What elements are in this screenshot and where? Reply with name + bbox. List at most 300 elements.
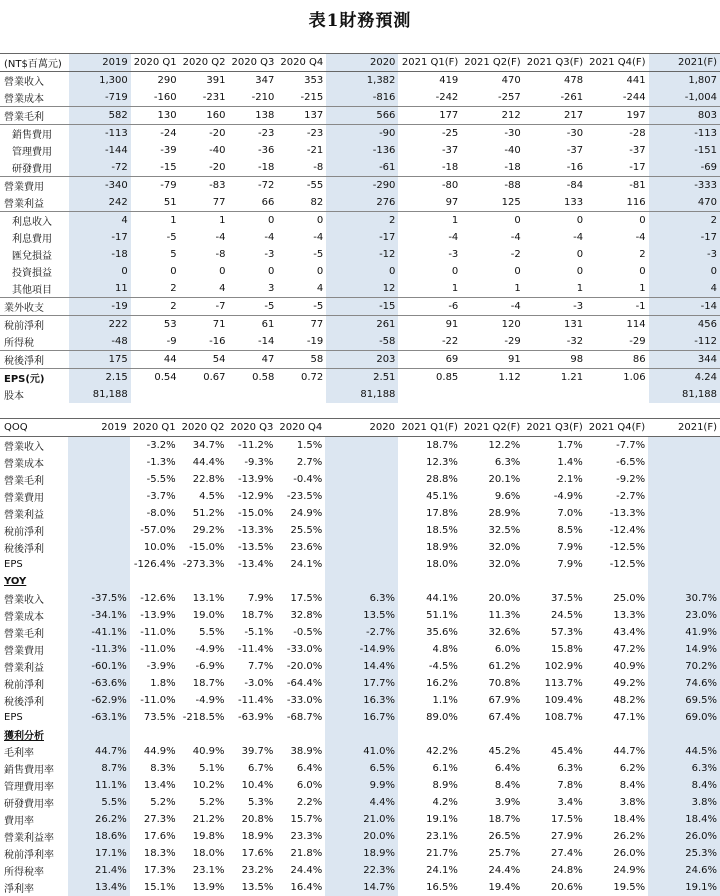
table-cell: 0 xyxy=(514,266,521,277)
table-cell: -21 xyxy=(306,145,324,156)
table-cell xyxy=(68,573,130,590)
table-cell: 0 xyxy=(639,266,646,277)
table-cell: 45.2% xyxy=(488,746,521,757)
table-cell: 51.2% xyxy=(192,508,225,519)
table-cell: 1 xyxy=(576,283,584,294)
table-cell: 15.8% xyxy=(550,644,583,655)
table-cell: -12.6% xyxy=(140,593,176,604)
table-cell: 16.7% xyxy=(325,709,398,726)
row-label: 毛利率 xyxy=(4,748,34,759)
table-cell: 2 xyxy=(170,283,177,294)
table-cell: -6.9% xyxy=(195,661,225,672)
table-cell: 51.1% xyxy=(426,610,458,621)
table-cell xyxy=(325,488,398,505)
table-cell xyxy=(461,726,523,743)
table-cell xyxy=(398,386,461,403)
row-label: 營業收入 xyxy=(4,77,44,88)
table-cell: 24.1% xyxy=(290,559,323,570)
table-cell xyxy=(325,522,398,539)
table-cell: 82 xyxy=(310,197,324,208)
table-cell: 1.21 xyxy=(524,369,586,387)
qoq-header-row xyxy=(0,419,720,437)
row-label: 銷售費用率 xyxy=(4,765,54,776)
row-label: 營業利益率 xyxy=(4,833,54,844)
row-label: 稅前淨利 xyxy=(4,527,44,538)
table-cell xyxy=(68,539,130,556)
table-cell: 35.6% xyxy=(426,627,458,638)
table-cell: 54 xyxy=(180,351,229,369)
table-cell: -5.1% xyxy=(244,627,274,638)
row-label: 股本 xyxy=(4,391,24,402)
table-cell: 3.9% xyxy=(494,797,521,808)
table-cell: 12 xyxy=(326,280,398,298)
table-cell: 70.8% xyxy=(488,678,521,689)
table-cell: 276 xyxy=(326,194,398,212)
financial-forecast-table xyxy=(0,53,720,403)
table-cell: -23.5% xyxy=(286,491,323,502)
table-cell: 6.0% xyxy=(296,780,323,791)
table-cell: 456 xyxy=(649,316,720,334)
table-cell: -6 xyxy=(398,298,461,316)
table-cell: 16.2% xyxy=(426,678,458,689)
table-cell: -261 xyxy=(560,92,584,103)
row-label: EPS(元) xyxy=(0,369,69,387)
table-cell: 17.3% xyxy=(143,865,176,876)
table-cell: 23.2% xyxy=(241,865,274,876)
row-label: 營業毛利 xyxy=(0,107,69,125)
table-cell: -40 xyxy=(504,145,521,156)
table-cell xyxy=(277,386,326,403)
table-row xyxy=(0,675,720,692)
table-cell: 18.9% xyxy=(241,831,274,842)
table-cell: 114 xyxy=(586,316,648,334)
table-cell: 13.5% xyxy=(241,882,274,893)
table-cell: 10.4% xyxy=(241,780,274,791)
table-cell: 18.3% xyxy=(143,848,176,859)
table-cell: -5 xyxy=(166,232,177,243)
table-cell: -11.3% xyxy=(68,641,130,658)
table-cell: 0 xyxy=(461,212,523,230)
table-cell: 19.5% xyxy=(613,882,646,893)
table-cell: -19 xyxy=(306,336,324,347)
table-cell: -18 xyxy=(504,162,521,173)
table-cell: -58 xyxy=(326,333,398,351)
table-cell: 217 xyxy=(524,107,586,125)
table-cell: -37.5% xyxy=(68,590,130,607)
table-cell: 0 xyxy=(586,212,648,230)
table-cell: 19.1% xyxy=(426,814,458,825)
row-label: 營業利益 xyxy=(4,663,44,674)
table-cell xyxy=(325,454,398,471)
table-cell: 6.0% xyxy=(494,644,521,655)
table-cell: 27.3% xyxy=(143,814,176,825)
table-cell: 0 xyxy=(316,266,324,277)
table-cell xyxy=(648,437,720,455)
table-cell xyxy=(325,726,398,743)
table-cell: 77 xyxy=(212,197,226,208)
table-row xyxy=(0,194,720,212)
table-cell: 39.7% xyxy=(241,746,274,757)
column-header: 2020 Q1 xyxy=(130,419,179,437)
table-cell: 3.4% xyxy=(557,797,583,808)
table-cell: -5 xyxy=(277,298,326,316)
table-cell: -72 xyxy=(69,159,131,177)
table-cell: 0 xyxy=(326,263,398,280)
table-cell: 15.1% xyxy=(143,882,176,893)
table-cell: -144 xyxy=(69,142,131,159)
column-header: 2020 Q1 xyxy=(131,54,180,72)
table-cell: 1.06 xyxy=(586,369,648,387)
table-cell: 0.72 xyxy=(277,369,326,387)
table-cell: 20.8% xyxy=(241,814,274,825)
table-cell: 0.85 xyxy=(398,369,461,387)
table-cell: -34.1% xyxy=(68,607,130,624)
table-cell: -3 xyxy=(649,246,720,263)
table-row xyxy=(0,607,720,624)
table-cell: -215 xyxy=(300,92,324,103)
table-cell: 18.4% xyxy=(648,811,720,828)
table-cell: -84 xyxy=(524,177,586,195)
table-cell: -11.2% xyxy=(237,440,274,451)
table-cell: 9.9% xyxy=(325,777,398,794)
table-cell: 51 xyxy=(163,197,177,208)
table-cell: -9.3% xyxy=(244,457,274,468)
table-cell: 2 xyxy=(131,298,180,316)
table-cell xyxy=(131,386,180,403)
table-cell xyxy=(461,386,523,403)
column-header: 2021 Q4(F) xyxy=(586,54,648,72)
table-cell: -37 xyxy=(441,145,459,156)
table-cell: 44.1% xyxy=(426,593,458,604)
table-cell: -6.5% xyxy=(616,457,646,468)
table-cell: -13.3% xyxy=(609,508,646,519)
table-cell: 24.4% xyxy=(488,865,521,876)
table-cell: -12 xyxy=(326,246,398,263)
table-row xyxy=(0,369,720,387)
row-label: EPS xyxy=(4,559,23,570)
table-row xyxy=(0,522,720,539)
table-cell xyxy=(228,726,277,743)
table-cell: -22 xyxy=(441,336,459,347)
table-cell: 1,807 xyxy=(649,72,720,90)
table-cell xyxy=(180,386,229,403)
table-cell: -11.0% xyxy=(140,695,176,706)
column-header: 2021(F) xyxy=(648,419,720,437)
table-cell: -9 xyxy=(166,336,177,347)
table-cell: 18.9% xyxy=(426,542,458,553)
column-header: 2021 Q2(F) xyxy=(461,54,523,72)
table-row xyxy=(0,862,720,879)
table-cell: -55 xyxy=(277,177,326,195)
table-cell: 18.7% xyxy=(241,610,274,621)
table-cell: -18 xyxy=(441,162,459,173)
table-cell xyxy=(68,522,130,539)
table-cell: 18.7% xyxy=(192,678,225,689)
table-cell xyxy=(648,573,720,590)
table-cell: 73.5% xyxy=(143,712,176,723)
table-cell: 5.2% xyxy=(199,797,225,808)
row-label: 稅前淨利 xyxy=(0,316,69,334)
column-header: 2020 Q2 xyxy=(180,54,229,72)
table-cell: 86 xyxy=(586,351,648,369)
table-cell: 15.7% xyxy=(290,814,323,825)
table-cell: 102.9% xyxy=(544,661,583,672)
table-cell xyxy=(648,556,720,573)
table-cell: 7.7% xyxy=(247,661,274,672)
table-cell: 25.7% xyxy=(488,848,521,859)
row-label: 營業成本 xyxy=(4,612,44,623)
table-cell: -41.1% xyxy=(68,624,130,641)
table-cell: 13.1% xyxy=(192,593,225,604)
table-cell: 21.2% xyxy=(192,814,225,825)
table-cell: -11.4% xyxy=(237,695,274,706)
table-cell: 5 xyxy=(170,249,177,260)
table-cell: -12.4% xyxy=(609,525,646,536)
header-label: (NT$百萬元) xyxy=(0,54,69,72)
table-cell: 61 xyxy=(228,316,277,334)
table-cell: 7.0% xyxy=(557,508,583,519)
row-label: 所得稅 xyxy=(4,338,34,349)
row-label: 管理費用 xyxy=(12,147,52,158)
table-cell: -61 xyxy=(326,159,398,177)
table-row xyxy=(0,212,720,230)
table-cell: 108.7% xyxy=(544,712,583,723)
table-cell: 23.1% xyxy=(426,831,458,842)
table-cell: -5 xyxy=(228,298,277,316)
table-cell: 8.9% xyxy=(432,780,458,791)
table-cell: 28.8% xyxy=(426,474,458,485)
table-row xyxy=(0,760,720,777)
table-row xyxy=(0,658,720,675)
table-cell: 1.1% xyxy=(432,695,458,706)
row-label: 投資損益 xyxy=(12,268,52,279)
table-cell xyxy=(586,386,648,403)
table-cell: 197 xyxy=(586,107,648,125)
table-cell: 69.5% xyxy=(648,692,720,709)
column-header: 2020 xyxy=(326,54,398,72)
table-cell xyxy=(648,488,720,505)
column-header: 2020 Q3 xyxy=(228,54,277,72)
table-cell: 4.2% xyxy=(432,797,458,808)
table-cell: 24.9% xyxy=(290,508,323,519)
table-cell: 1.5% xyxy=(296,440,323,451)
table-cell: 1.4% xyxy=(557,457,583,468)
table-cell: 1 xyxy=(451,283,459,294)
table-cell: 16.4% xyxy=(290,882,323,893)
row-label: 管理費用率 xyxy=(4,782,54,793)
table-cell xyxy=(68,488,130,505)
table-cell: -20.0% xyxy=(286,661,323,672)
table-cell: -37 xyxy=(566,145,584,156)
table-cell xyxy=(68,726,130,743)
table-cell: -136 xyxy=(326,142,398,159)
table-cell: 23.3% xyxy=(290,831,323,842)
table-cell: 24.5% xyxy=(550,610,583,621)
table-cell: 20.6% xyxy=(550,882,583,893)
table-cell: 9.6% xyxy=(494,491,521,502)
table-cell: 133 xyxy=(564,197,584,208)
table-cell: -29 xyxy=(629,336,646,347)
table-cell xyxy=(325,573,398,590)
table-cell: 5.1% xyxy=(199,763,225,774)
table-cell: 32.0% xyxy=(488,559,521,570)
table-cell: 47.1% xyxy=(613,712,646,723)
table-cell: 0 xyxy=(277,212,326,230)
row-label: 營業利益 xyxy=(4,510,44,521)
table-cell xyxy=(179,573,228,590)
table-cell: 419 xyxy=(439,75,459,86)
table-cell: 48.2% xyxy=(613,695,646,706)
table-cell: 13.5% xyxy=(325,607,398,624)
table-cell: 1,300 xyxy=(69,72,131,90)
table-cell: 2.7% xyxy=(296,457,323,468)
table-row xyxy=(0,437,720,455)
table-row xyxy=(0,505,720,522)
table-cell: -68.7% xyxy=(286,712,323,723)
table-cell: -15 xyxy=(160,162,177,173)
table-cell: 69.0% xyxy=(648,709,720,726)
table-cell: -113 xyxy=(69,125,131,143)
table-cell xyxy=(648,539,720,556)
table-cell xyxy=(276,726,325,743)
column-header: 2021 Q1(F) xyxy=(398,419,461,437)
table-cell: -3.2% xyxy=(146,440,176,451)
table-cell: 44.5% xyxy=(648,743,720,760)
table-cell: 470 xyxy=(501,75,521,86)
table-cell: 242 xyxy=(69,194,131,212)
table-cell: 66 xyxy=(261,197,275,208)
table-cell: 11.1% xyxy=(68,777,130,794)
column-header: 2020 Q4 xyxy=(276,419,325,437)
table-cell: 98 xyxy=(524,351,586,369)
table-cell: 6.3% xyxy=(648,760,720,777)
table-cell: -20 xyxy=(180,125,229,143)
table-cell: -4 xyxy=(264,232,275,243)
table-cell: -72 xyxy=(228,177,277,195)
table-cell: 19.4% xyxy=(488,882,521,893)
table-cell: 25.0% xyxy=(613,593,646,604)
table-cell: -12.9% xyxy=(237,491,274,502)
table-cell: -16 xyxy=(209,336,226,347)
table-cell: 1 xyxy=(131,212,180,230)
row-label: 營業收入 xyxy=(4,595,44,606)
table-cell: -11.0% xyxy=(140,644,176,655)
table-row xyxy=(0,246,720,263)
table-row xyxy=(0,794,720,811)
report-title: 表1財務預測 xyxy=(308,11,412,31)
table-row xyxy=(0,229,720,246)
table-cell: 131 xyxy=(524,316,586,334)
table-cell: 17.1% xyxy=(68,845,130,862)
table-cell: -3.9% xyxy=(146,661,176,672)
table-cell xyxy=(586,573,648,590)
table-cell: 18.7% xyxy=(488,814,521,825)
table-cell: -160 xyxy=(153,92,177,103)
table-cell: -69 xyxy=(649,159,720,177)
table-cell: 42.2% xyxy=(426,746,458,757)
table-cell: 81,188 xyxy=(649,386,720,403)
table-cell: 18.9% xyxy=(325,845,398,862)
table-cell: -1,004 xyxy=(649,89,720,107)
table-cell: 8.4% xyxy=(648,777,720,794)
table-cell: 803 xyxy=(649,107,720,125)
row-label: EPS xyxy=(4,712,23,723)
table-cell: 138 xyxy=(228,107,277,125)
table-cell: -11.0% xyxy=(140,627,176,638)
table-row xyxy=(0,845,720,862)
table-cell: -12.5% xyxy=(609,559,646,570)
table-cell: 261 xyxy=(326,316,398,334)
table-cell: -4 xyxy=(313,232,324,243)
table-cell: -12.5% xyxy=(609,542,646,553)
table-cell: -7.7% xyxy=(616,440,646,451)
table-cell xyxy=(130,573,179,590)
table-cell: 4 xyxy=(649,280,720,298)
table-cell: 19.8% xyxy=(192,831,225,842)
table-cell: 1 xyxy=(398,212,461,230)
table-cell: 5.5% xyxy=(68,794,130,811)
column-header: 2020 Q2 xyxy=(179,419,228,437)
table-cell: 0 xyxy=(576,249,584,260)
table-cell: 14.9% xyxy=(648,641,720,658)
table-cell: 40.9% xyxy=(192,746,225,757)
column-header: 2019 xyxy=(69,54,131,72)
table-cell: -13.9% xyxy=(140,610,176,621)
table-cell: 8.5% xyxy=(557,525,583,536)
table-cell: 470 xyxy=(649,194,720,212)
table-cell: 6.5% xyxy=(325,760,398,777)
table-cell: 44.4% xyxy=(192,457,225,468)
table-cell: 5.3% xyxy=(247,797,274,808)
table-row xyxy=(0,386,720,403)
row-label: 稅前淨利 xyxy=(4,680,44,691)
table-cell: -17 xyxy=(69,229,131,246)
table-cell: -0.5% xyxy=(293,627,323,638)
table-cell: 26.2% xyxy=(613,831,646,842)
table-cell: -4 xyxy=(573,232,584,243)
section-title-row xyxy=(0,726,720,743)
table-cell xyxy=(648,726,720,743)
table-cell xyxy=(461,573,523,590)
table-row xyxy=(0,454,720,471)
row-label: 營業成本 xyxy=(4,94,44,105)
table-cell: 19.0% xyxy=(192,610,225,621)
table-cell xyxy=(68,471,130,488)
table-cell: 203 xyxy=(326,351,398,369)
column-header: 2020 Q4 xyxy=(277,54,326,72)
table-cell: 20.0% xyxy=(325,828,398,845)
table-cell: 25.3% xyxy=(648,845,720,862)
column-header: 2021 Q3(F) xyxy=(523,419,585,437)
table-cell: 26.5% xyxy=(488,831,521,842)
row-label: 營業成本 xyxy=(4,459,44,470)
table-cell: 0.67 xyxy=(180,369,229,387)
table-cell: 1.12 xyxy=(461,369,523,387)
table-cell xyxy=(648,505,720,522)
table-cell: -113 xyxy=(649,125,720,143)
table-cell: 2 xyxy=(639,249,646,260)
table-row xyxy=(0,316,720,334)
table-cell: -19 xyxy=(69,298,131,316)
table-cell xyxy=(325,437,398,455)
table-cell: 8.3% xyxy=(150,763,176,774)
table-cell: 2 xyxy=(326,212,398,230)
table-cell: 43.4% xyxy=(613,627,646,638)
table-cell: -2.7% xyxy=(325,624,398,641)
table-cell: -79 xyxy=(131,177,180,195)
table-cell: 12.3% xyxy=(426,457,458,468)
table-row xyxy=(0,351,720,369)
